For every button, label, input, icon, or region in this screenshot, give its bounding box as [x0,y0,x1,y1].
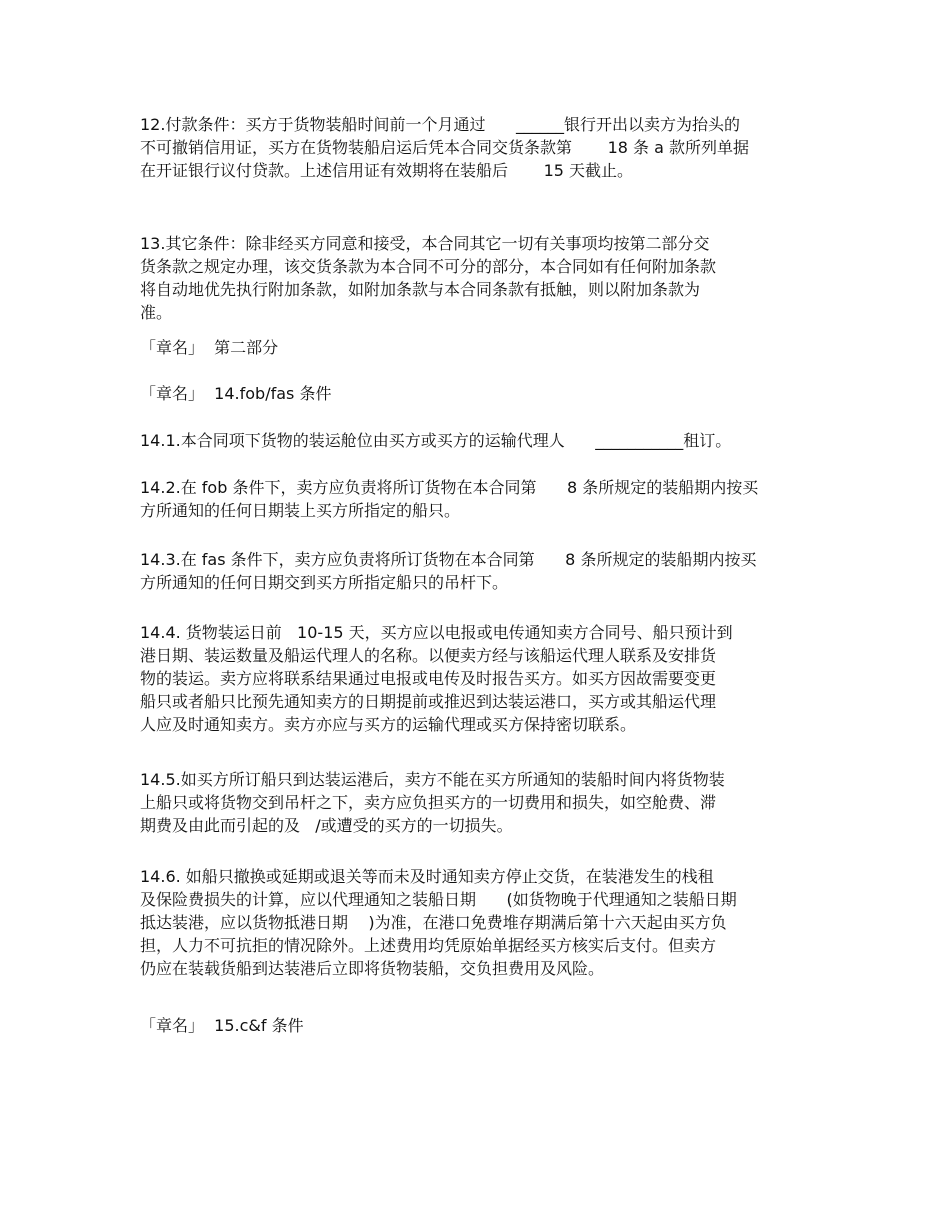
text-line: 12.付款条件：买方于货物装船时间前一个月通过 ______银行开出以卖方为抬头的 [140,115,740,134]
clause-14-4 [140,621,820,736]
clause-12-payment-terms [140,113,820,182]
text-line: 不可撤销信用证，买方在货物装船启运后凭本合同交货条款第 18 条 a 款所列单据 [140,138,750,157]
text-line: 13.其它条件：除非经买方同意和接受，本合同其它一切有关事项均按第二部分交 [140,234,710,253]
clause-14-3 [140,548,820,594]
text-line: 方所通知的任何日期装上买方所指定的船只。 [140,501,461,520]
clause-14-6 [140,865,820,980]
chapter-heading-14 [140,382,820,405]
chapter-heading-text: 「章名」 15.c&f 条件 [140,1016,304,1035]
text-line: 14.5.如买方所订船只到达装运港后，卖方不能在买方所通知的装船时间内将货物装 [140,770,725,789]
text-line: 在开证银行议付贷款。上述信用证有效期将在装船后 15 天截止。 [140,161,634,180]
text-line: 船只或者船只比预先通知卖方的日期提前或推迟到达装运港口，买方或其船运代理 [140,692,717,711]
text-line: 14.3.在 fas 条件下，卖方应负责将所订货物在本合同第 8 条所规定的装船期内按买 [140,550,757,569]
text-line: 方所通知的任何日期交到买方所指定船只的吊杆下。 [140,573,509,592]
text-line: 将自动地优先执行附加条款，如附加条款与本合同条款有抵触，则以附加条款为 [140,280,701,299]
clause-14-5 [140,768,820,837]
chapter-heading-text: 「章名」 14.fob/fas 条件 [140,384,332,403]
chapter-heading-part-two [140,336,820,359]
text-line: 仍应在装载货船到达装港后立即将货物装船，交负担费用及风险。 [140,959,605,978]
text-line: 港日期、装运数量及船运代理人的名称。以便卖方经与该船运代理人联系及安排货 [140,646,717,665]
text-line: 14.1.本合同项下货物的装运舱位由买方或买方的运输代理人 ___________租订。 [140,431,732,450]
clause-14-1 [140,429,820,452]
text-line: 及保险费损失的计算，应以代理通知之装船日期 (如货物晚于代理通知之装船日期 [140,890,737,909]
text-line: 14.4. 货物装运日前 10-15 天，买方应以电报或电传通知卖方合同号、船只预计到 [140,623,733,642]
text-line: 期费及由此而引起的及 /或遭受的买方的一切损失。 [140,816,513,835]
chapter-heading-text: 「章名」 第二部分 [140,338,279,357]
text-line: 货条款之规定办理，该交货条款为本合同不可分的部分，本合同如有任何附加条款 [140,257,717,276]
text-line: 抵达装港，应以货物抵港日期 )为准，在港口免费堆存期满后第十六天起由买方负 [140,913,727,932]
text-line: 物的装运。卖方应将联系结果通过电报或电传及时报告买方。如买方因故需要变更 [140,669,717,688]
clause-14-2 [140,476,820,522]
text-line: 人应及时通知卖方。卖方亦应与买方的运输代理或买方保持密切联系。 [140,715,637,734]
text-line: 上船只或将货物交到吊杆之下，卖方应负担买方的一切费用和损失，如空舱费、滞 [140,793,717,812]
text-line: 14.6. 如船只撤换或延期或退关等而未及时通知卖方停止交货，在装港发生的栈租 [140,867,714,886]
text-line: 14.2.在 fob 条件下，卖方应负责将所订货物在本合同第 8 条所规定的装船期内按买 [140,478,759,497]
text-line: 准。 [140,303,173,322]
chapter-heading-15 [140,1014,820,1037]
text-line: 担，人力不可抗拒的情况除外。上述费用均凭原始单据经买方核实后支付。但卖方 [140,936,717,955]
clause-13-other-terms [140,232,820,324]
